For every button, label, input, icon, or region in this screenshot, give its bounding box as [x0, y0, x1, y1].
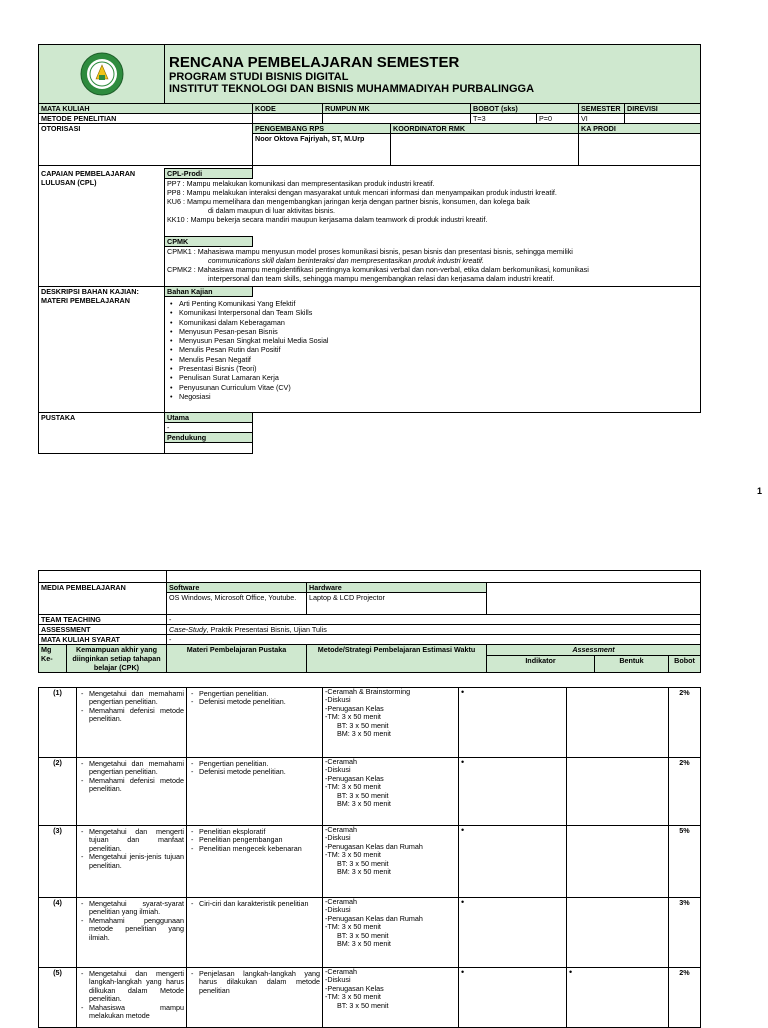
bahan-kajian-item: • Komunikasi dalam Keberagaman	[179, 318, 698, 327]
label-otorisasi: OTORISASI	[39, 124, 253, 166]
direvisi-value	[625, 114, 701, 124]
col-assessment: Assessment	[487, 645, 701, 656]
cpl-table	[38, 168, 701, 454]
label-deskripsi: DESKRIPSI BAHAN KAJIAN: MATERI PEMBELAJARAN	[39, 287, 165, 413]
bentuk-cell	[567, 758, 669, 826]
bahan-kajian-item: • Komunikasi Interpersonal dan Team Skills	[179, 308, 698, 317]
indikator-cell	[459, 826, 567, 898]
metode-item: -Diskusi	[325, 765, 351, 775]
metode-item: -Ceramah & Brainstorming	[325, 687, 411, 696]
indikator-cell	[459, 968, 567, 1028]
kemampuan-cell	[77, 898, 187, 968]
label-kode: KODE	[253, 104, 323, 114]
label-mata-kuliah: MATA KULIAH	[39, 104, 253, 114]
label-pengembang: PENGEMBANG RPS	[253, 124, 391, 134]
label-bahan-kajian: Bahan Kajian	[165, 287, 253, 297]
label-assessment: ASSESSMENT	[39, 625, 167, 635]
kemampuan-item: - Mahasiswa mampu melakukan metode	[89, 1004, 184, 1021]
col-indikator: Indikator	[487, 655, 595, 672]
kaprodi-value	[579, 134, 701, 166]
software-value: OS Windows, Microsoft Office, Youtube.	[167, 593, 307, 615]
week-number: (4)	[39, 898, 77, 968]
bahan-kajian-item: • Menulis Pesan Negatif	[179, 355, 698, 364]
indikator-cell	[459, 688, 567, 758]
metode-item: -Penugasan Kelas	[325, 703, 384, 713]
indikator-bullet: •	[461, 967, 465, 977]
bentuk-cell	[567, 688, 669, 758]
metode-cell	[323, 968, 459, 1028]
bahan-kajian-item: • Negosiasi	[179, 392, 698, 401]
kemampuan-cell	[77, 688, 187, 758]
cpmk-item: communications skill dalam berinteraksi dan mempresentasikan produk industri kreatif.	[208, 256, 485, 265]
metode-item: BM: 3 x 50 menit	[337, 939, 391, 949]
materi-cell	[187, 758, 323, 826]
kemampuan-cell	[77, 968, 187, 1028]
label-cpl: CAPAIAN PEMBELAJARAN LULUSAN (CPL)	[39, 169, 165, 287]
cpl-item: PP8 : Mampu melakukan interaksi dengan masyarakat untuk mencari informasi dan menyampaikan produk industri kreatif.	[167, 188, 557, 197]
col-bobot: Bobot	[669, 655, 701, 672]
rps-header-table	[38, 44, 701, 176]
materi-item: - Ciri-ciri dan karakteristik penelitian	[199, 900, 320, 908]
label-rumpun: RUMPUN MK	[323, 104, 471, 114]
label-direvisi: DIREVISI	[625, 104, 701, 114]
metode-item: -Ceramah	[325, 825, 357, 834]
col-metode: Metode/Strategi Pembelajaran Estimasi Waktu	[307, 645, 487, 673]
kode-value	[253, 114, 323, 124]
label-semester: SEMESTER	[579, 104, 625, 114]
bentuk-cell	[567, 826, 669, 898]
institute-name: INSTITUT TEKNOLOGI DAN BISNIS MUHAMMADIYAH PURBALINGGA	[169, 82, 535, 95]
metode-cell	[323, 898, 459, 968]
indikator-bullet: •	[461, 687, 465, 697]
indikator-bullet: •	[461, 825, 465, 835]
bobot-t: T=3	[471, 114, 537, 124]
bobot-value: 2%	[669, 758, 701, 826]
materi-cell	[187, 826, 323, 898]
metode-item: BM: 3 x 50 menit	[337, 729, 391, 739]
kemampuan-cell	[77, 758, 187, 826]
assessment-value: Case-Study, Praktik Presentasi Bisnis, Ujian Tulis	[167, 625, 701, 635]
metode-cell	[323, 688, 459, 758]
label-utama: Utama	[165, 413, 253, 423]
document-title: RENCANA PEMBELAJARAN SEMESTER	[169, 53, 460, 71]
metode-item: BM: 3 x 50 menit	[337, 799, 391, 809]
metode-item: -Diskusi	[325, 975, 351, 985]
bentuk-bullet: •	[569, 967, 573, 977]
page-number: 1	[756, 486, 762, 496]
week-number: (5)	[39, 968, 77, 1028]
university-logo-icon	[79, 51, 125, 97]
materi-item: - Penelitian mengecek kebenaran	[199, 845, 320, 853]
semester-value: VI	[579, 114, 625, 124]
metode-item: -TM: 3 x 50 menit	[325, 922, 381, 932]
bobot-p: P=0	[537, 114, 579, 124]
metode-item: BT: 3 x 50 menit	[337, 1000, 389, 1010]
team-teaching-value: -	[167, 615, 701, 625]
bobot-value: 2%	[669, 688, 701, 758]
bentuk-cell	[567, 968, 669, 1028]
col-bentuk: Bentuk	[595, 655, 669, 672]
metode-item: BT: 3 x 50 menit	[337, 720, 389, 730]
label-bobot: BOBOT (sks)	[471, 104, 579, 114]
metode-cell	[323, 758, 459, 826]
metode-item: BT: 3 x 50 menit	[337, 858, 389, 868]
rumpun-value	[323, 114, 471, 124]
koordinator-value	[391, 134, 579, 166]
week-row	[39, 968, 701, 1028]
label-cpmk: CPMK	[165, 237, 253, 247]
label-koordinator: KOORDINATOR RMK	[391, 124, 579, 134]
materi-cell	[187, 898, 323, 968]
metode-item: -TM: 3 x 50 menit	[325, 712, 381, 722]
label-software: Software	[167, 583, 307, 593]
course-name: METODE PENELITIAN	[39, 114, 253, 124]
metode-item: -Diskusi	[325, 905, 351, 915]
cpmk-item: CPMK2 : Mahasiswa mampu mengidentifikasi pentingnya komunikasi verbal dan non-verbal, etika dalam berkomunikasi, komunikasi	[167, 265, 589, 274]
bobot-value: 2%	[669, 968, 701, 1028]
bobot-value: 5%	[669, 826, 701, 898]
metode-item: -TM: 3 x 50 menit	[325, 992, 381, 1002]
bentuk-cell	[567, 898, 669, 968]
label-team-teaching: TEAM TEACHING	[39, 615, 167, 625]
cpmk-item: interpersonal dan team skills, sehingga mampu mengembangkan relasi dan kerjasama dalam industri kreatif.	[208, 274, 555, 283]
label-pustaka: PUSTAKA	[39, 413, 165, 454]
materi-item: - Pengertian penelitian.	[199, 690, 320, 698]
label-cpl-prodi: CPL-Prodi	[165, 169, 253, 179]
metode-item: BM: 3 x 50 menit	[337, 867, 391, 877]
kemampuan-item: - Memahami defenisi metode penelitian.	[89, 707, 184, 724]
kemampuan-item: - Mengetahui syarat-syarat penelitian yang ilmiah.	[89, 900, 184, 917]
metode-item: -Penugasan Kelas	[325, 983, 384, 993]
metode-item: -Diskusi	[325, 833, 351, 843]
metode-cell	[323, 826, 459, 898]
kemampuan-cell	[77, 826, 187, 898]
bahan-kajian-item: • Menyusun Pesan-pesan Bisnis	[179, 327, 698, 336]
materi-item: - Defenisi metode penelitian.	[199, 768, 320, 776]
materi-item: - Penelitian pengembangan	[199, 836, 320, 844]
bahan-kajian-item: • Menulis Pesan Rutin dan Positif	[179, 345, 698, 354]
program-name: PROGRAM STUDI BISNIS DIGITAL	[169, 70, 349, 83]
cpl-item: di dalam maupun di luar aktivitas bisnis.	[208, 206, 336, 215]
metode-item: -TM: 3 x 50 menit	[325, 850, 381, 860]
cpl-list	[165, 179, 701, 237]
cpmk-item: CPMK1 : Mahasiswa mampu menyusun model proses komunikasi bisnis, pesan bisnis dan presentasi bisnis, sehingga memiliki	[167, 247, 573, 256]
indikator-cell	[459, 758, 567, 826]
bahan-kajian-item: • Presentasi Bisnis (Teori)	[179, 364, 698, 373]
utama-value: -	[165, 423, 253, 433]
col-mg-ke: Mg Ke-	[39, 645, 67, 673]
materi-item: - Penjelasan langkah-langkah yang harus dilakukan dalam metode penelitian	[199, 970, 320, 995]
label-pendukung: Pendukung	[165, 433, 253, 443]
label-hardware: Hardware	[307, 583, 487, 593]
metode-item: -TM: 3 x 50 menit	[325, 782, 381, 792]
cpl-item: KU6 : Mampu memelihara dan mengembangkan jaringan kerja dengan partner bisnis, konsumen, dan kolega baik	[167, 197, 530, 206]
bahan-kajian-item: • Menyusun Pesan Singkat melalui Media Sosial	[179, 336, 698, 345]
metode-item: -Penugasan Kelas dan Rumah	[325, 913, 423, 923]
metode-item: -Ceramah	[325, 757, 357, 766]
materi-cell	[187, 968, 323, 1028]
cpl-item: KK10 : Mampu bekerja secara mandiri maupun kerjasama dalam teamwork di produk industri kreatif.	[167, 215, 488, 224]
week-row	[39, 688, 701, 758]
weekly-plan-table	[38, 687, 701, 1028]
indikator-cell	[459, 898, 567, 968]
week-number: (3)	[39, 826, 77, 898]
metode-item: -Penugasan Kelas	[325, 773, 384, 783]
week-number: (1)	[39, 688, 77, 758]
metode-item: BT: 3 x 50 menit	[337, 930, 389, 940]
logo-cell	[39, 45, 165, 104]
kemampuan-item: - Mengetahui dan mengerti langkah-langkah yang harus dilkukan dalam Metode penelitian.	[89, 970, 184, 1004]
materi-item: - Defenisi metode penelitian.	[199, 698, 320, 706]
bahan-kajian-item: • Penyusunan Curriculum Vitae (CV)	[179, 383, 698, 392]
kemampuan-item: - Mengetahui dan memahami pengertian penelitian.	[89, 760, 184, 777]
media-table	[38, 570, 701, 673]
materi-item: - Pengertian penelitian.	[199, 760, 320, 768]
metode-item: -Ceramah	[325, 967, 357, 976]
syarat-value: -	[167, 635, 701, 645]
hardware-value: Laptop & LCD Projector	[307, 593, 487, 615]
metode-item: -Ceramah	[325, 897, 357, 906]
metode-item: -Diskusi	[325, 695, 351, 705]
kemampuan-item: - Mengetahui dan memahami pengertian penelitian.	[89, 690, 184, 707]
kemampuan-item: - Memahami penggunaan metode penelitian yang ilmiah.	[89, 917, 184, 942]
cpmk-list	[165, 247, 701, 287]
kemampuan-item: - Mengetahui jenis-jenis tujuan penelitian.	[89, 853, 184, 870]
bahan-kajian-list	[165, 297, 701, 413]
kemampuan-item: - Mengetahui dan mengerti tujuan dan manfaat penelitian.	[89, 828, 184, 853]
pendukung-value	[165, 443, 253, 454]
pengembang-name: Noor Oktova Fajriyah, ST, M.Urp	[253, 134, 391, 166]
label-kaprodi: KA PRODI	[579, 124, 701, 134]
col-materi: Materi Pembelajaran Pustaka	[167, 645, 307, 673]
kemampuan-item: - Memahami defenisi metode penelitian.	[89, 777, 184, 794]
label-media: MEDIA PEMBELAJARAN	[39, 583, 167, 615]
metode-item: -Penugasan Kelas dan Rumah	[325, 841, 423, 851]
week-row	[39, 898, 701, 968]
materi-cell	[187, 688, 323, 758]
bahan-kajian-item: • Penulisan Surat Lamaran Kerja	[179, 373, 698, 382]
col-kemampuan: Kemampuan akhir yang diinginkan setiap tahapan belajar (CPK)	[67, 645, 167, 673]
bobot-value: 3%	[669, 898, 701, 968]
materi-item: - Penelitian eksploratif	[199, 828, 320, 836]
week-number: (2)	[39, 758, 77, 826]
metode-item: BT: 3 x 50 menit	[337, 790, 389, 800]
indikator-bullet: •	[461, 757, 465, 767]
bahan-kajian-item: • Arti Penting Komunikasi Yang Efektif	[179, 299, 698, 308]
indikator-bullet: •	[461, 897, 465, 907]
cpl-item: PP7 : Mampu melakukan komunikasi dan mempresentasikan produk industri kreatif.	[167, 179, 435, 188]
week-row	[39, 826, 701, 898]
week-row	[39, 758, 701, 826]
label-syarat: MATA KULIAH SYARAT	[39, 635, 167, 645]
